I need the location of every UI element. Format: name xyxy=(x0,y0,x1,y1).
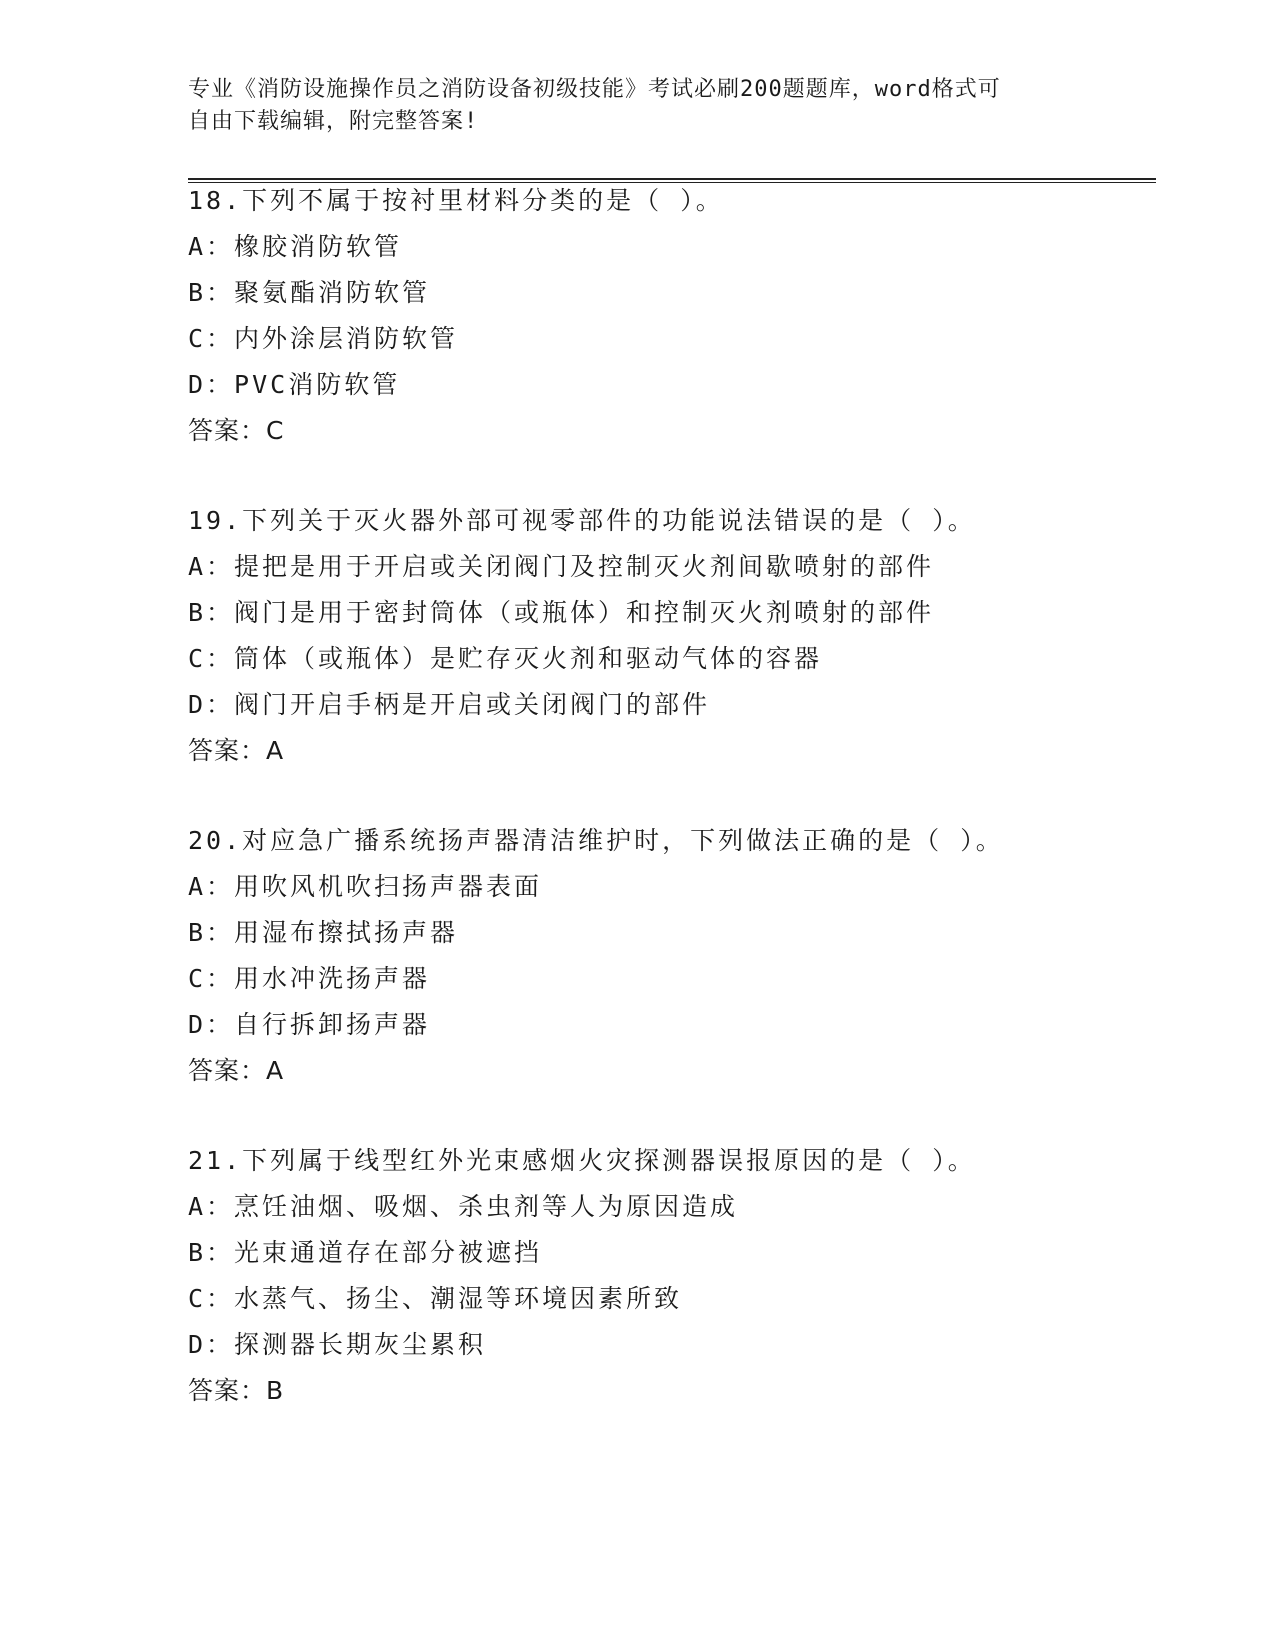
option-d: D：探测器长期灰尘累积 xyxy=(188,1330,487,1359)
answer: 答案：A xyxy=(188,1056,285,1085)
option-b: B：用湿布擦拭扬声器 xyxy=(188,918,459,947)
option-c: C：筒体（或瓶体）是贮存灭火剂和驱动气体的容器 xyxy=(188,644,823,673)
option-b: B：光束通道存在部分被遮挡 xyxy=(188,1238,543,1267)
question-stem: 20.对应急广播系统扬声器清洁维护时，下列做法正确的是（ ）。 xyxy=(188,826,1004,855)
option-b: B：阀门是用于密封筒体（或瓶体）和控制灭火剂喷射的部件 xyxy=(188,598,935,627)
answer: 答案：A xyxy=(188,736,285,765)
option-c: C：水蒸气、扬尘、潮湿等环境因素所致 xyxy=(188,1284,683,1313)
option-a: A：烹饪油烟、吸烟、杀虫剂等人为原因造成 xyxy=(188,1192,739,1221)
option-a: A：橡胶消防软管 xyxy=(188,232,403,261)
document-header xyxy=(188,74,1088,138)
question-stem: 21.下列属于线型红外光束感烟火灾探测器误报原因的是（ ）。 xyxy=(188,1146,976,1175)
option-d: D：阀门开启手柄是开启或关闭阀门的部件 xyxy=(188,690,711,719)
question-20 xyxy=(188,818,1148,1094)
option-d: D：自行拆卸扬声器 xyxy=(188,1010,431,1039)
option-a: A：提把是用于开启或关闭阀门及控制灭火剂间歇喷射的部件 xyxy=(188,552,935,581)
question-21 xyxy=(188,1138,1148,1414)
question-stem: 18.下列不属于按衬里材料分类的是（ ）。 xyxy=(188,186,724,215)
answer: 答案：C xyxy=(188,416,285,445)
option-d: D：PVC消防软管 xyxy=(188,370,401,399)
header-line-1: 专业《消防设施操作员之消防设备初级技能》考试必刷200题题库，word格式可 xyxy=(188,77,1001,102)
option-c: C：内外涂层消防软管 xyxy=(188,324,459,353)
option-c: C：用水冲洗扬声器 xyxy=(188,964,431,993)
option-b: B：聚氨酯消防软管 xyxy=(188,278,431,307)
option-a: A：用吹风机吹扫扬声器表面 xyxy=(188,872,543,901)
answer: 答案：B xyxy=(188,1376,285,1405)
question-stem: 19.下列关于灭火器外部可视零部件的功能说法错误的是（ ）。 xyxy=(188,506,976,535)
question-18 xyxy=(188,178,1148,454)
question-19 xyxy=(188,498,1148,774)
header-line-2: 自由下载编辑，附完整答案! xyxy=(188,109,479,134)
